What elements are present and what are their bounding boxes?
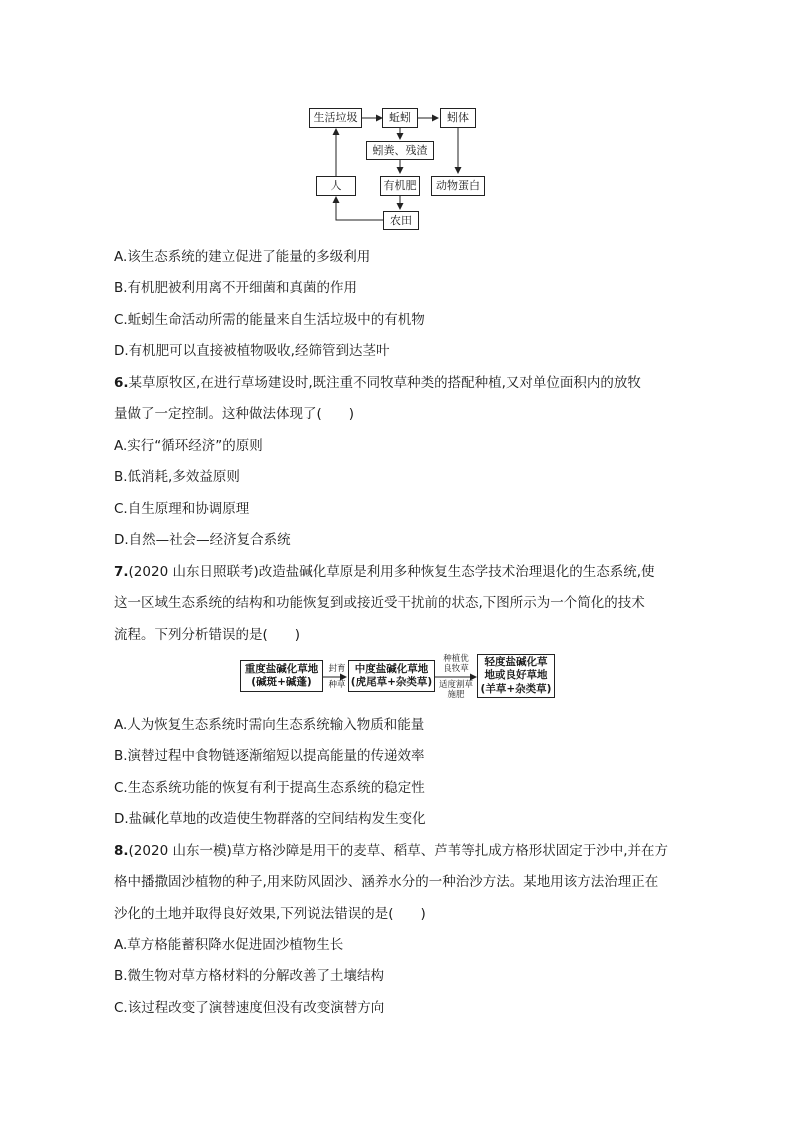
box-earthworm: 蚯蚓 bbox=[382, 108, 418, 128]
q6-option-b: B.低消耗,多效益原则 bbox=[114, 469, 240, 485]
q5-option-d: D.有机肥可以直接被植物吸收,经筛管到达茎叶 bbox=[114, 343, 390, 359]
flow-box-severe bbox=[240, 660, 323, 692]
q7-option-b: B.演替过程中食物链逐渐缩短以提高能量的传递效率 bbox=[114, 748, 425, 764]
q7-stem-line1: (2020 山东日照联考)改造盐碱化草原是利用多种恢复生态学技术治理退化的生态系统,使 bbox=[128, 564, 655, 580]
flow-box-light-line2: 地或良好草地 bbox=[484, 669, 548, 682]
q7-option-d: D.盐碱化草地的改造使生物群落的空间结构发生变化 bbox=[114, 811, 426, 827]
q8-option-a: A.草方格能蓄积降水促进固沙植物生长 bbox=[114, 937, 344, 953]
flow-arrow2-top-line2: 良牧草 bbox=[443, 664, 469, 674]
box-garbage: 生活垃圾 bbox=[309, 108, 362, 128]
flow-box-moderate-line2: (虎尾草+杂类草) bbox=[350, 676, 433, 688]
flow-arrow2-top-line1: 种植优 bbox=[443, 654, 469, 664]
flow-box-light-line3: (羊草+杂类草) bbox=[480, 682, 552, 695]
q7-number: 7. bbox=[114, 564, 129, 580]
flow-box-light-line1: 轻度盐碱化草 bbox=[484, 656, 548, 669]
flow-box-severe-line1: 重度盐碱化草地 bbox=[244, 662, 319, 675]
q6-stem-line1: 某草原牧区,在进行草场建设时,既注重不同牧草种类的搭配种植,又对单位面积内的放牧 bbox=[128, 375, 641, 391]
q8-option-c: C.该过程改变了演替速度但没有改变演替方向 bbox=[114, 1000, 385, 1016]
q8-number: 8. bbox=[114, 843, 129, 859]
flow-box-light bbox=[477, 654, 555, 698]
restoration-flow-diagram bbox=[0, 650, 793, 705]
q7-stem bbox=[114, 562, 655, 582]
q5-option-b: B.有机肥被利用离不开细菌和真菌的作用 bbox=[114, 280, 358, 296]
q7-option-c: C.生态系统功能的恢复有利于提高生态系统的稳定性 bbox=[114, 780, 425, 796]
flow-arrow1-bottom: 种草 bbox=[328, 680, 346, 690]
box-worm-body: 蚓体 bbox=[440, 108, 476, 128]
flow-arrow1-top: 封育 bbox=[328, 664, 346, 674]
box-animal-protein: 动物蛋白 bbox=[431, 176, 485, 196]
flow-box-moderate-line1: 中度盐碱化草地 bbox=[354, 662, 429, 675]
q7-stem-line2: 这一区域生态系统的结构和功能恢复到或接近受干扰前的状态,下图所示为一个简化的技术 bbox=[114, 595, 645, 611]
flow-box-severe-line2: (碱斑+碱蓬) bbox=[251, 676, 312, 688]
box-dung: 蚓粪、残渣 bbox=[366, 141, 434, 160]
q5-option-a: A.该生态系统的建立促进了能量的多级利用 bbox=[114, 249, 371, 265]
flow-arrow2-top bbox=[436, 654, 476, 674]
q6-stem bbox=[114, 373, 641, 393]
q7-option-a: A.人为恢复生态系统时需向生态系统输入物质和能量 bbox=[114, 717, 425, 733]
flow-box-moderate bbox=[348, 660, 435, 692]
q7-stem-line3: 流程。下列分析错误的是( ) bbox=[114, 627, 301, 643]
box-field: 农田 bbox=[383, 211, 419, 230]
q5-option-c: C.蚯蚓生命活动所需的能量来自生活垃圾中的有机物 bbox=[114, 312, 425, 328]
q6-option-d: D.自然—社会—经济复合系统 bbox=[114, 532, 291, 548]
flow-arrow2-bottom-line2: 施肥 bbox=[447, 690, 465, 700]
q8-option-b: B.微生物对草方格材料的分解改善了土壤结构 bbox=[114, 968, 385, 984]
q6-option-a: A.实行“循环经济”的原则 bbox=[114, 438, 263, 454]
flow-arrow2-bottom-line1: 适度割草 bbox=[438, 680, 473, 690]
q6-option-c: C.自生原理和协调原理 bbox=[114, 501, 250, 517]
q8-stem-line3: 沙化的土地并取得良好效果,下列说法错误的是( ) bbox=[114, 906, 426, 922]
q8-stem-line1: (2020 山东一模)草方格沙障是用干的麦草、稻草、芦苇等扎成方格形状固定于沙中,并在方 bbox=[128, 843, 669, 859]
q8-stem bbox=[114, 841, 668, 861]
eco-cycle-diagram bbox=[0, 0, 793, 240]
box-person: 人 bbox=[316, 176, 356, 196]
q6-number: 6. bbox=[114, 375, 129, 391]
q6-stem-line2: 量做了一定控制。这种做法体现了( ) bbox=[114, 406, 355, 422]
box-fertilizer: 有机肥 bbox=[380, 176, 420, 196]
flow-arrow2-bottom bbox=[436, 680, 476, 700]
q8-stem-line2: 格中播撒固沙植物的种子,用来防风固沙、涵养水分的一种治沙方法。某地用该方法治理正在 bbox=[114, 874, 659, 890]
